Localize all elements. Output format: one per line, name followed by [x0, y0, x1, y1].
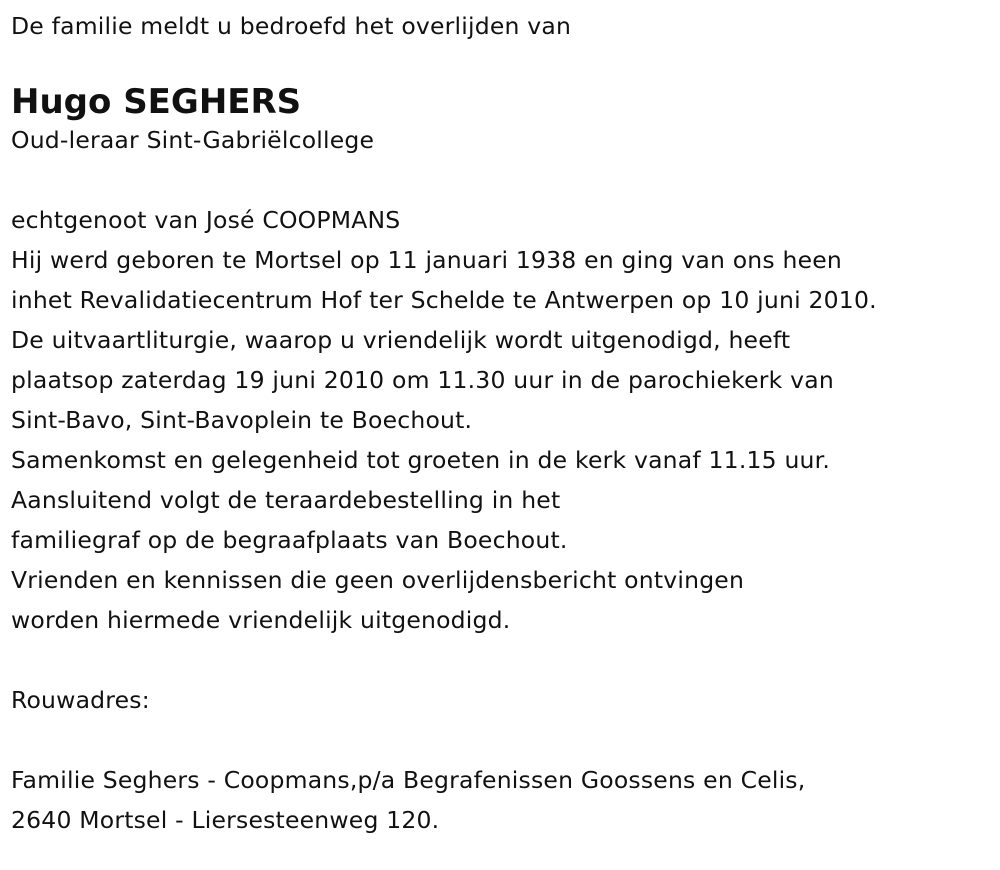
body-line: Hij werd geboren te Mortsel op 11 januari 1938 en ging van ons heen [11, 246, 843, 274]
body-line: Samenkomst en gelegenheid tot groeten in de kerk vanaf 11.15 uur. [11, 446, 831, 474]
body-line: De uitvaartliturgie, waarop u vriendelijk wordt uitgenodigd, heeft [11, 326, 791, 354]
body-line: Sint-Bavo, Sint-Bavoplein te Boechout. [11, 406, 473, 434]
body-line: Vrienden en kennissen die geen overlijdensbericht ontvingen [11, 566, 745, 594]
body-line: echtgenoot van José COOPMANS [11, 206, 401, 234]
body-line: familiegraf op de begraafplaats van Boechout. [11, 526, 568, 554]
intro-text: De familie meldt u bedroefd het overlijden van [11, 12, 572, 40]
mourning-address [11, 760, 991, 840]
body-line: worden hiermede vriendelijk uitgenodigd. [11, 606, 511, 634]
notice-body [11, 200, 991, 640]
spacer [11, 160, 991, 200]
death-notice [11, 0, 991, 840]
deceased-name: Hugo SEGHERS [11, 82, 302, 122]
deceased-title: Oud-leraar Sint-Gabriëlcollege [11, 126, 375, 154]
address-line: 2640 Mortsel - Liersesteenweg 120. [11, 806, 440, 834]
body-line: inhet Revalidatiecentrum Hof ter Schelde te Antwerpen op 10 juni 2010. [11, 286, 877, 314]
spacer [11, 720, 991, 760]
address-line: Familie Seghers - Coopmans,p/a Begrafenissen Goossens en Celis, [11, 766, 806, 794]
body-line: plaatsop zaterdag 19 juni 2010 om 11.30 uur in de parochiekerk van [11, 366, 834, 394]
body-line: Aansluitend volgt de teraardebestelling in het [11, 486, 561, 514]
address-label: Rouwadres: [11, 686, 150, 714]
spacer [11, 640, 991, 680]
